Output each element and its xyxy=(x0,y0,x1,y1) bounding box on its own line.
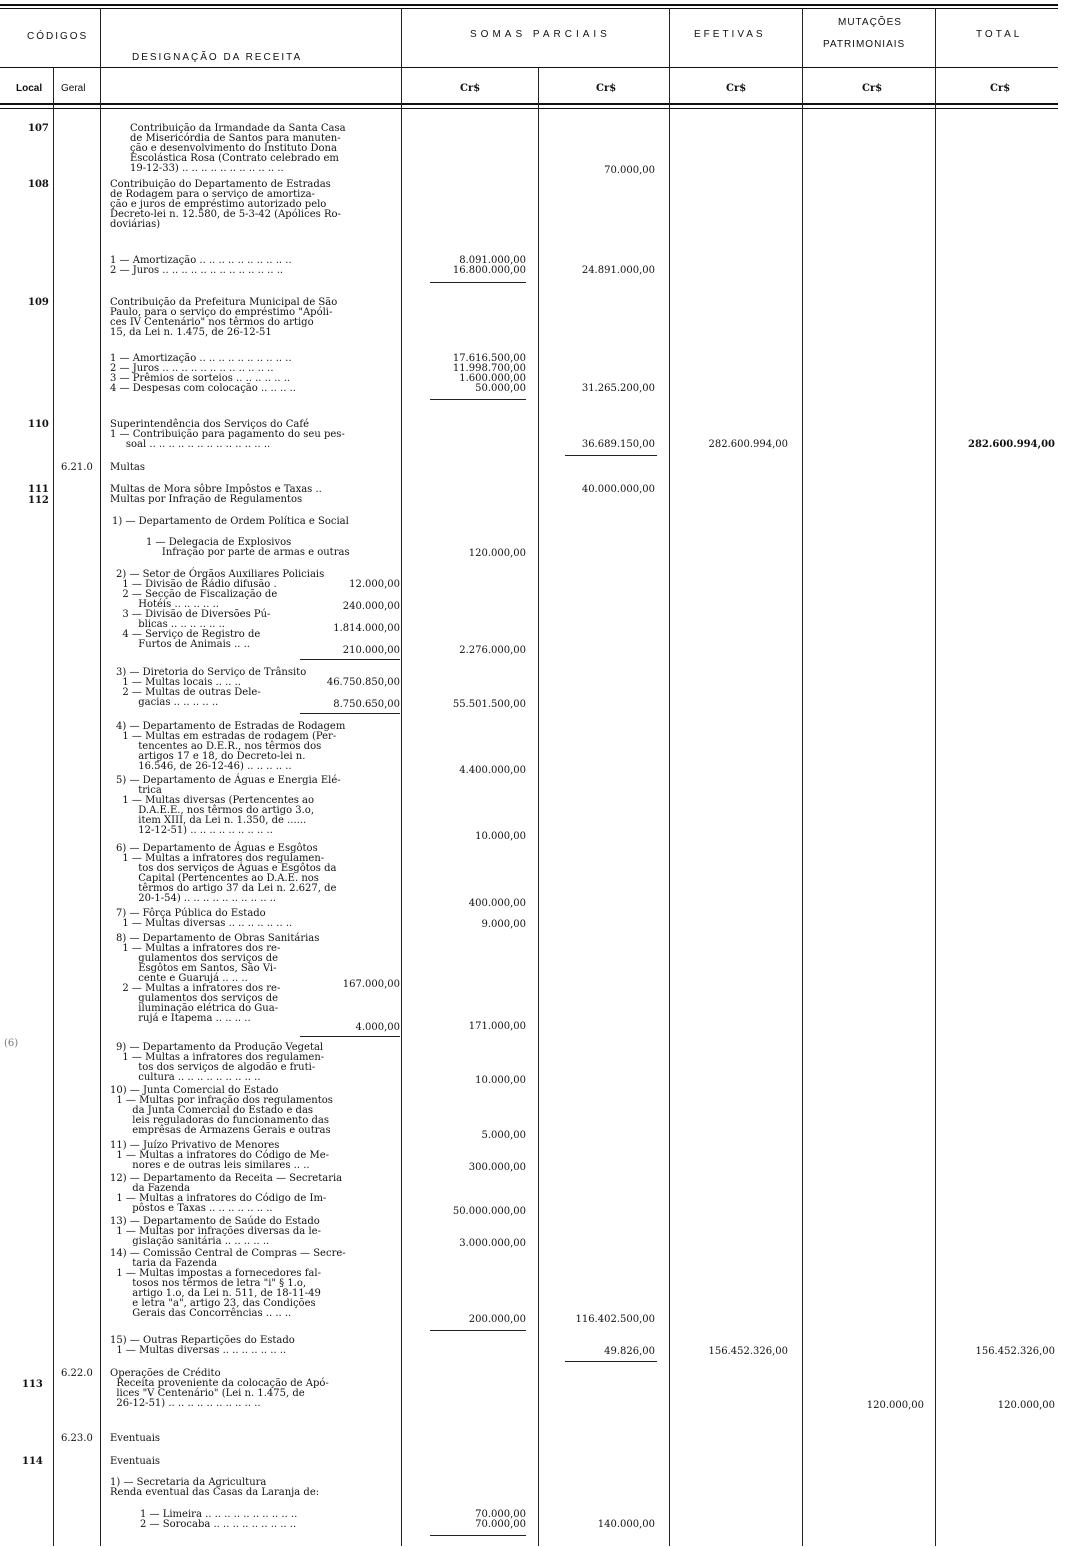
somas1-s3: 55.501.500,00 xyxy=(452,699,526,710)
desc-s3: 3) — Diretoria do Serviço de Trânsito 1 — Multas locais .. .. .. 2 — Multas de outras Dele- gacias .. .. .. .. .. xyxy=(116,667,307,708)
col-rule-somas1 xyxy=(538,68,539,1546)
desc-eventuais: Eventuais xyxy=(110,1456,161,1467)
total-2: 156.452.326,00 xyxy=(975,1346,1055,1357)
somas1-109-juros: 11.998.700,00 xyxy=(452,363,526,374)
mutacoes-1: 120.000,00 xyxy=(866,1400,924,1411)
code-108: 108 xyxy=(28,179,49,190)
somas2-110: 36.689.150,00 xyxy=(581,439,655,450)
header-patrimoniais: PATRIMONIAIS xyxy=(823,39,906,50)
somas1-108-amortizacao: 8.091.000,00 xyxy=(459,255,526,266)
somas1-109-amortizacao: 17.616.500,00 xyxy=(452,353,526,364)
somas1-s7: 9.000,00 xyxy=(481,919,526,930)
inner-s2-1: 12.000,00 xyxy=(349,579,400,590)
desc-s10: 10) — Junta Comercial do Estado 1 — Multas por infração dos regulamentos da Junta Comercial do Estado e das leis reguladoras do funcionamento das emprêsas de Armazens Gerais e outras xyxy=(110,1085,333,1136)
code-6220: 6.22.0 xyxy=(61,1368,93,1379)
total-3: 120.000,00 xyxy=(997,1400,1055,1411)
total-1: 282.600.994,00 xyxy=(968,439,1055,450)
desc-109: Contribuição da Prefeitura Municipal de São Paulo, para o serviço do empréstimo "Apóli- ces IV Centenário" nos têrmos do artigo 15, da Lei n. 1.475, de 26-12-51 xyxy=(110,297,338,338)
col-rule-mutacoes xyxy=(935,8,936,1546)
header-total: TOTAL xyxy=(976,29,1023,40)
rule-109 xyxy=(430,399,526,400)
code-109: 109 xyxy=(28,297,49,308)
header-efetivas: EFETIVAS xyxy=(694,29,766,40)
desc-s7: 7) — Fôrça Pública do Estado 1 — Multas diversas .. .. .. .. .. .. .. xyxy=(116,908,293,929)
inner-s2-2: 240.000,00 xyxy=(342,601,400,612)
desc-s1a: 1 — Delegacia de Explosivos Infração por parte de armas e outras xyxy=(146,537,350,558)
desc-108-items: 1 — Amortização .. .. .. .. .. .. .. .. .. .. 2 — Juros .. .. .. .. .. .. .. .. .. .. .. .. .. xyxy=(110,255,292,276)
somas1-sorocaba: 70.000,00 xyxy=(475,1519,526,1530)
rule-s15 xyxy=(565,1361,657,1362)
inner-s3-2: 8.750.650,00 xyxy=(333,699,400,710)
desc-s4: 4) — Departamento de Estradas de Rodagem 1 — Multas em estradas de rodagem (Per- tencentes ao D.E.R., nos têrmos dos artigos 17 e 18, do Decreto-lei n. 16.546, de 26-12-46) .. .. .. .. .. xyxy=(116,721,346,772)
desc-s9: 9) — Departamento da Produção Vegetal 1 — Multas a infratores dos regulamen- tos dos serviços de algodão e fruti- cultura .. .. .. .. .. .. .. .. .. xyxy=(116,1042,325,1083)
inner-s2-3: 1.814.000,00 xyxy=(333,623,400,634)
desc-multas: Multas xyxy=(110,462,145,473)
inner-s8-1: 167.000,00 xyxy=(342,979,400,990)
code-111: 111 xyxy=(28,484,49,495)
currency-somas2: Cr$ xyxy=(596,83,617,94)
somas1-s12: 50.000.000,00 xyxy=(452,1206,526,1217)
efetivas-1: 282.600.994,00 xyxy=(708,439,788,450)
col-rule-designacao xyxy=(401,8,402,1546)
somas1-s2: 2.276.000,00 xyxy=(459,645,526,656)
rule-multas xyxy=(430,1330,526,1331)
inner-s3-1: 46.750.850,00 xyxy=(326,677,400,688)
desc-s2: 2) — Setor de Órgãos Auxiliares Policiais 1 — Divisão de Rádio difusão . 2 — Secção de Fiscalização de Hotéis .. .. .. .. .. 3 — Divisão de Diversões Pú- blicas .. .. .. .. .. .. 4 — Serviço de Registro de Furtos de Animais .. .. xyxy=(116,569,325,650)
top-rule-2 xyxy=(0,8,1058,9)
somas1-s14: 200.000,00 xyxy=(468,1314,526,1325)
desc-s8: 8) — Departamento de Obras Sanitárias 1 — Multas a infratores dos re- gulamentos dos serviços de Esgôtos em Santos, São Vi- cente e Guarujá .. .. .. 2 — Multas a infratores dos re- gulamentos dos serviços de iluminação elétrica do Gua- rujá e Itapema .. .. .. .. xyxy=(116,933,320,1024)
desc-108: Contribuição do Departamento de Estradas de Rodagem para o serviço de amortiza- ção e juros de empréstimo autorizado pelo Decreto-lei n. 12.580, de 5-3-42 (Apólices Ro- doviárias) xyxy=(110,179,341,230)
desc-s11: 11) — Juízo Privativo de Menores 1 — Multas a infratores do Código de Me- nores e de outras leis similares .. .. xyxy=(110,1140,330,1171)
somas1-s4: 4.400.000,00 xyxy=(459,765,526,776)
code-113: 113 xyxy=(22,1379,43,1390)
margin-mark: (6) xyxy=(4,1038,19,1049)
somas2-108: 24.891.000,00 xyxy=(581,265,655,276)
top-rule-1 xyxy=(0,4,1058,6)
currency-somas1: Cr$ xyxy=(460,83,481,94)
desc-111-112: Multas de Mora sôbre Impôstos e Taxas .. Multas por Infração de Regulamentos xyxy=(110,484,322,505)
somas1-s10: 5.000,00 xyxy=(481,1130,526,1141)
somas2-111: 40.000.000,00 xyxy=(581,484,655,495)
header-geral: Geral xyxy=(61,83,86,94)
inner-rule-s3 xyxy=(300,713,400,714)
inner-rule-s2 xyxy=(300,659,400,660)
rule-110 xyxy=(565,455,657,456)
inner-s8-2: 4.000,00 xyxy=(355,1022,400,1033)
code-6210: 6.21.0 xyxy=(61,462,93,473)
desc-110: Superintendência dos Serviços do Café 1 — Contribuição para pagamento do seu pes- soal .. .. .. .. .. .. .. .. .. .. .. .. .. xyxy=(110,419,345,450)
inner-s2-4: 210.000,00 xyxy=(342,645,400,656)
somas1-s6: 400.000,00 xyxy=(468,898,526,909)
desc-s6: 6) — Departamento de Águas e Esgôtos 1 — Multas a infratores dos regulamen- tos dos serviços de Águas e Esgôtos da Capital (Pertencentes ao D.A.E. nos têrmos do artigo 37 da Lei n. 2.627, de 20-1-54) .. .. .. .. .. .. .. .. .. .. xyxy=(116,843,337,904)
desc-s5: 5) — Departamento de Águas e Energia Elé- trica 1 — Multas diversas (Pertencentes ao D.A.E.E., nos têrmos do artigo 3.o, item XIII, da Lei n. 1.350, de ...... 12-12-51) .. .. .. .. .. .. .. .. .. xyxy=(116,775,341,836)
desc-s12: 12) — Departamento da Receita — Secretaria da Fazenda 1 — Multas a infratores do Código de Im- pôstos e Taxas .. .. .. .. .. .. .. xyxy=(110,1173,343,1214)
code-114: 114 xyxy=(22,1456,43,1467)
somas1-s8: 171.000,00 xyxy=(468,1021,526,1032)
somas1-s11: 300.000,00 xyxy=(468,1162,526,1173)
somas2-agri: 140.000,00 xyxy=(597,1519,655,1530)
desc-eventuais-group: Eventuais xyxy=(110,1433,161,1444)
header-codigos: CÓDIGOS xyxy=(27,31,89,42)
somas1-s1: 120.000,00 xyxy=(468,548,526,559)
somas1-108-juros: 16.800.000,00 xyxy=(452,265,526,276)
code-107: 107 xyxy=(28,123,49,134)
currency-efetivas: Cr$ xyxy=(726,83,747,94)
col-rule-geral xyxy=(100,8,101,1546)
code-110: 110 xyxy=(28,419,49,430)
somas2-109: 31.265.200,00 xyxy=(581,383,655,394)
header-local: Local xyxy=(16,83,43,94)
somas1-s13: 3.000.000,00 xyxy=(459,1238,526,1249)
header-mutacoes: MUTAÇÕES xyxy=(838,17,902,28)
header-somas-parciais: SOMAS PARCIAIS xyxy=(470,29,611,40)
header-bottom-rule-2 xyxy=(0,108,1058,109)
desc-107: Contribuição da Irmandade da Santa Casa de Misericórdia de Santos para manuten- ção e desenvolvimento do Instituto Dona Escolástica Rosa (Contrato celebrado em 19-12-33) .. .. .. .. .. .. .. .. .. .. .. xyxy=(130,123,346,174)
somas2-112: 116.402.500,00 xyxy=(575,1314,655,1325)
somas2-107: 70.000,00 xyxy=(604,165,655,176)
somas1-109-premios: 1.600.000,00 xyxy=(459,373,526,384)
somas1-s5: 10.000,00 xyxy=(475,831,526,842)
somas1-s9: 10.000,00 xyxy=(475,1075,526,1086)
rule-agri xyxy=(430,1535,526,1536)
desc-operacoes-credito: Operações de Crédito Receita proveniente da colocação de Apó- lices "V Centenário" (Lei n. 1.475, de 26-12-51) .. .. .. .. .. .. .. .. .. .. xyxy=(110,1368,329,1409)
header-bottom-rule-1 xyxy=(0,103,1058,105)
code-6230: 6.23.0 xyxy=(61,1433,93,1444)
somas1-limeira: 70.000,00 xyxy=(475,1509,526,1520)
col-rule-local xyxy=(53,68,54,1546)
code-112: 112 xyxy=(28,495,49,506)
efetivas-2: 156.452.326,00 xyxy=(708,1346,788,1357)
rule-108 xyxy=(430,282,526,283)
header-mid-rule xyxy=(0,67,1058,68)
desc-agricultura: 1) — Secretaria da Agricultura Renda eventual das Casas da Laranja de: xyxy=(110,1477,320,1498)
inner-rule-s8 xyxy=(300,1036,400,1037)
col-rule-somas2 xyxy=(669,8,670,1546)
header-designacao: DESIGNAÇÃO DA RECEITA xyxy=(132,52,303,63)
desc-s1: 1) — Departamento de Ordem Política e Social xyxy=(112,516,349,527)
desc-109-items: 1 — Amortização .. .. .. .. .. .. .. .. .. .. 2 — Juros .. .. .. .. .. .. .. .. .. .. .. .. 3 — Prêmios de sorteios .. .. .. .. .. .. 4 — Despesas com colocação .. .. .. .. xyxy=(110,353,296,394)
desc-s14: 14) — Comissão Central de Compras — Secre- taria da Fazenda 1 — Multas impostas a fornecedores fal- tosos nos têrmos de letra "i" § 1.o, artigo 1.o, da Lei n. 511, de 18-11-49 e letra "a", artigo 23, das Condições Gerais das Concorrências .. .. .. xyxy=(110,1248,346,1319)
desc-s15: 15) — Outras Repartições do Estado 1 — Multas diversas .. .. .. .. .. .. .. xyxy=(110,1335,295,1356)
desc-s13: 13) — Departamento de Saúde do Estado 1 — Multas por infrações diversas da le- gislação sanitária .. .. .. .. .. xyxy=(110,1216,321,1247)
somas2-s15: 49.826,00 xyxy=(604,1346,655,1357)
col-rule-efetivas xyxy=(802,8,803,1546)
currency-total: Cr$ xyxy=(990,83,1011,94)
desc-agricultura-items: 1 — Limeira .. .. .. .. .. .. .. .. .. .. 2 — Sorocaba .. .. .. .. .. .. .. .. .. xyxy=(140,1509,298,1530)
somas1-109-despesas: 50.000,00 xyxy=(475,383,526,394)
currency-mutacoes: Cr$ xyxy=(862,83,883,94)
